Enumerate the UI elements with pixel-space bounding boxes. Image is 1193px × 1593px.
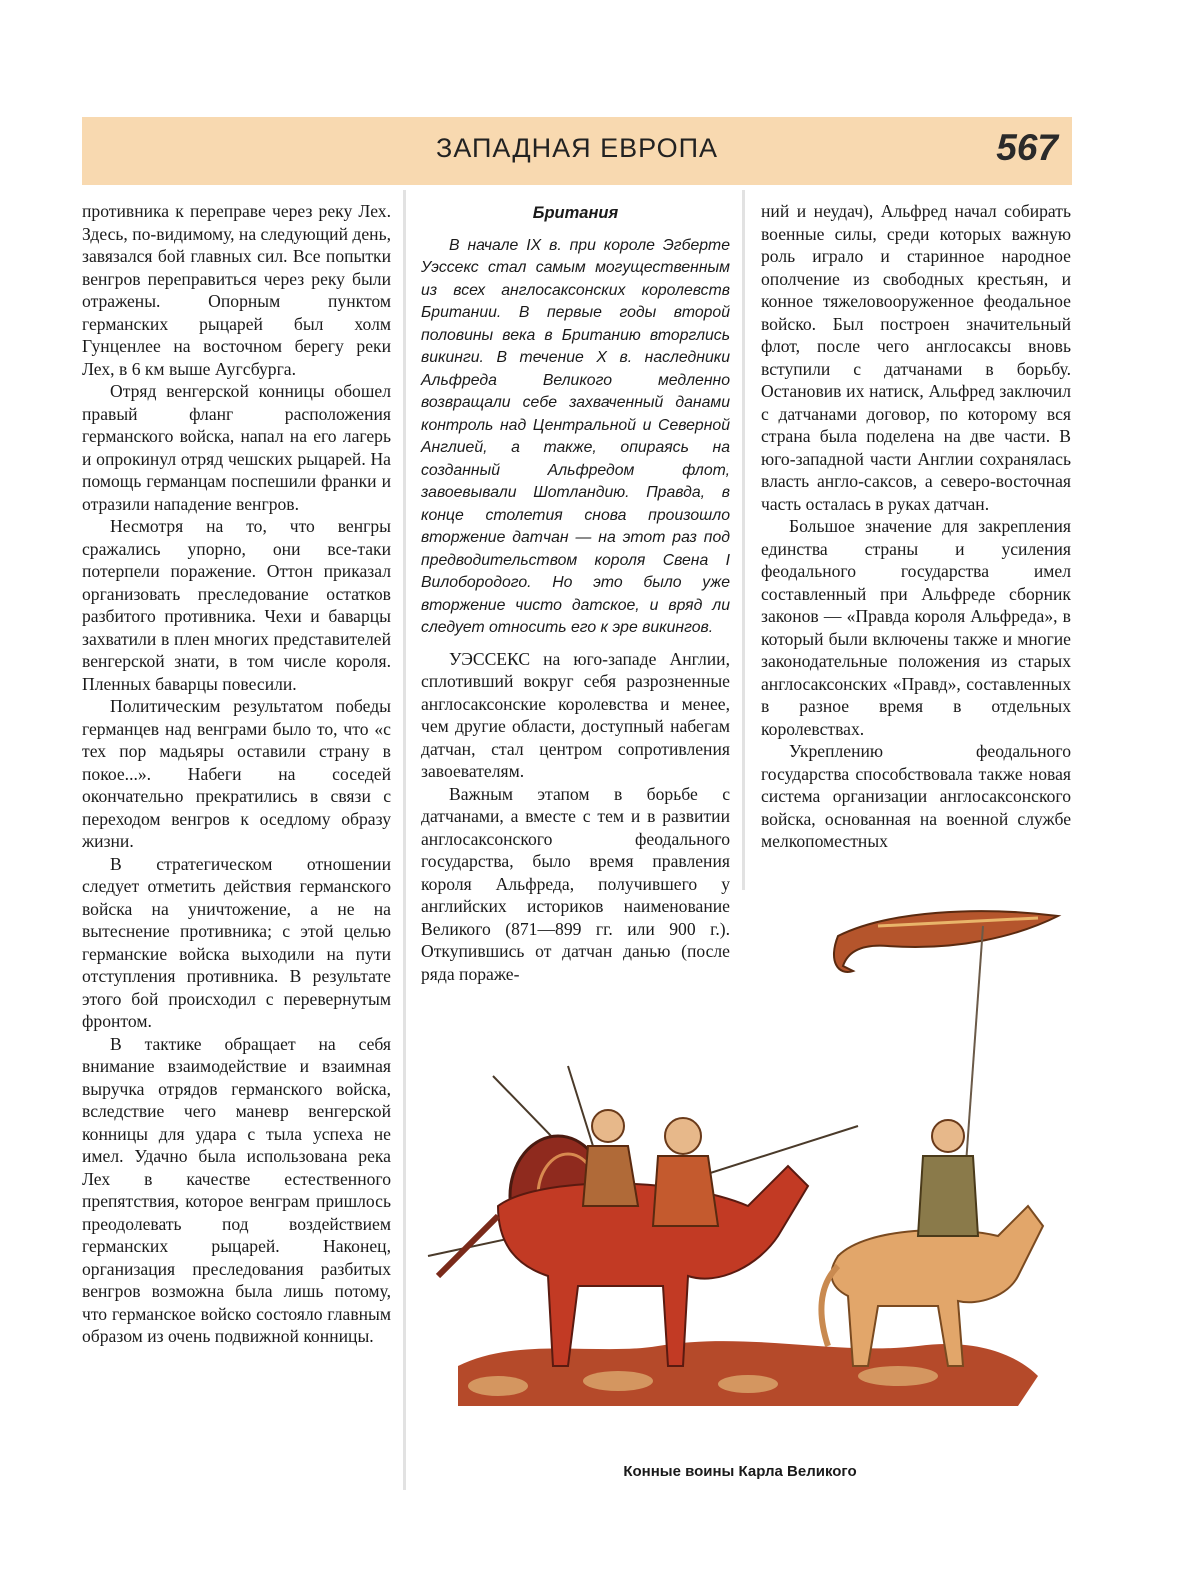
text-column-3	[761, 200, 1071, 853]
paragraph: Несмотря на то, что венгры сражались упорно, они все-таки потерпели поражение. Оттон приказал организовать преследование остатков разбитого противника. Чехи и баварцы захватили в плен многих представителей венгерской знати, в том числе короля. Пленных баварцы повесили.	[82, 516, 391, 694]
rider	[583, 1110, 638, 1206]
paragraph: УЭССЕКС на юго-западе Англии, сплотивший вокруг себя разрозненные англосаксонские королевства и менее, чем другие области, доступный набегам датчан, стал центром сопротивления завоевателям.	[421, 648, 730, 781]
paragraph: ний и неудач), Альфред начал собирать военные силы, среди которых важную роль играло и старинное народное ополчение из свободных крестьян, и конное тяжеловооруженное феодальное войско. Был построен значительный флот, после чего англосаксы вновь вступили с датчанами в борьбу. Остановив их натиск, Альфред заключил с датчанами договор, по которому вся страна была поделена на две части. В юго-западной части Англии сохранялась власть англо-саксов, а северо-восточная часть осталась в руках датчан.	[761, 201, 1071, 514]
column-divider-right	[742, 190, 745, 890]
column-divider-left	[403, 190, 406, 1490]
paragraph: Большое значение для закрепления единства страны и усиления феодального государства имел составленный при Альфреде сборник законов — «Правда короля Альфреда», в который были включены также и многие законодательные положения из старых англосаксонских «Правд», составленных в разное время в отдельных королевствах.	[761, 516, 1071, 739]
intro-block	[421, 235, 730, 640]
paragraph: В тактике обращает на себя внимание взаимодействие и взаимная выручка отрядов германского войска, вследствие чего маневр венгерской конницы для удара с тыла успеха не имел. Удачно была использована река Лех в качестве естественного препятствия, которое венграм пришлось преодолевать под воздействием германских рыцарей. Наконец, организация преследования разбитых венгров возможна была лишь потому, что германское войско состояло главным образом из очень подвижной конницы.	[82, 1033, 391, 1346]
paragraph: В стратегическом отношении следует отметить действия германского войска на уничтожение, а не на вытеснение противника; с этой целью германские войска выходили на пути отступления противника. В результате этого бой происходил с перевернутым фронтом.	[82, 853, 391, 1031]
illustration-horsemen	[418, 906, 1073, 1426]
paragraph: противника к переправе через реку Лех. Здесь, по-видимому, на следующий день, завязался бой главных сил. Все попытки венгров переправиться через реку были отражены. Опорным пунктом германских рыцарей был холм Гунценлее на восточном берегу реки Лех, в 6 км выше Аугсбурга.	[82, 201, 391, 379]
intro-paragraph: В начале IX в. при короле Эгберте Уэссекс стал самым могущественным из всех англосаксонских королевств Британии. В первые годы второй половины века в Британию вторглись викинги. В течение X в. наследники Альфреда Великого медленно возвращали себе захваченный данами контроль над Центральной и Северной Англией, а также, опираясь на созданный Альфредом флот, завоевывали Шотландию. Правда, в конце столетия снова произошло вторжение датчан — на этот раз под предводительством короля Свена I Вилобородого. Но это было уже вторжение чисто датское, и вряд ли следует относить его к эре викингов.	[421, 236, 730, 636]
rider	[653, 1118, 718, 1226]
paragraph: Укреплению феодального государства способствовала также новая система организации англосаксонского войска, основанная на военной службе мелкопоместных	[761, 741, 1071, 851]
paragraph: Важным этапом в борьбе с датчанами, а вместе с тем и в развитии англосаксонского феодального государства, было время правления короля Альфреда, получившего у английских историков наименование Великого (871—899 гг. или 900 г.). Откупившись от датчан данью (после ряда пораже-	[421, 783, 730, 984]
paragraph: Политическим результатом победы германцев над венграми было то, что «с тех пор мадьяры оставили страну в покое...». Набеги на соседей окончательно прекратились в связи с переходом венгров к оседлому образу жизни.	[82, 696, 391, 851]
rider	[918, 1120, 978, 1236]
page-number: 567	[996, 127, 1058, 168]
subheading: Британия	[532, 204, 619, 222]
section-title: ЗАПАДНАЯ ЕВРОПА	[436, 133, 718, 163]
figure-caption: Конные воины Карла Великого	[623, 1463, 857, 1480]
paragraph: Отряд венгерской конницы обошел правый фланг расположения германского войска, напал на его лагерь и опрокинул отряд чешских рыцарей. На помощь германцам поспешили франки и отразили нападение венгров.	[82, 381, 391, 514]
text-column-1	[82, 200, 391, 1348]
text-column-2	[421, 200, 730, 985]
page-header	[82, 117, 1072, 185]
